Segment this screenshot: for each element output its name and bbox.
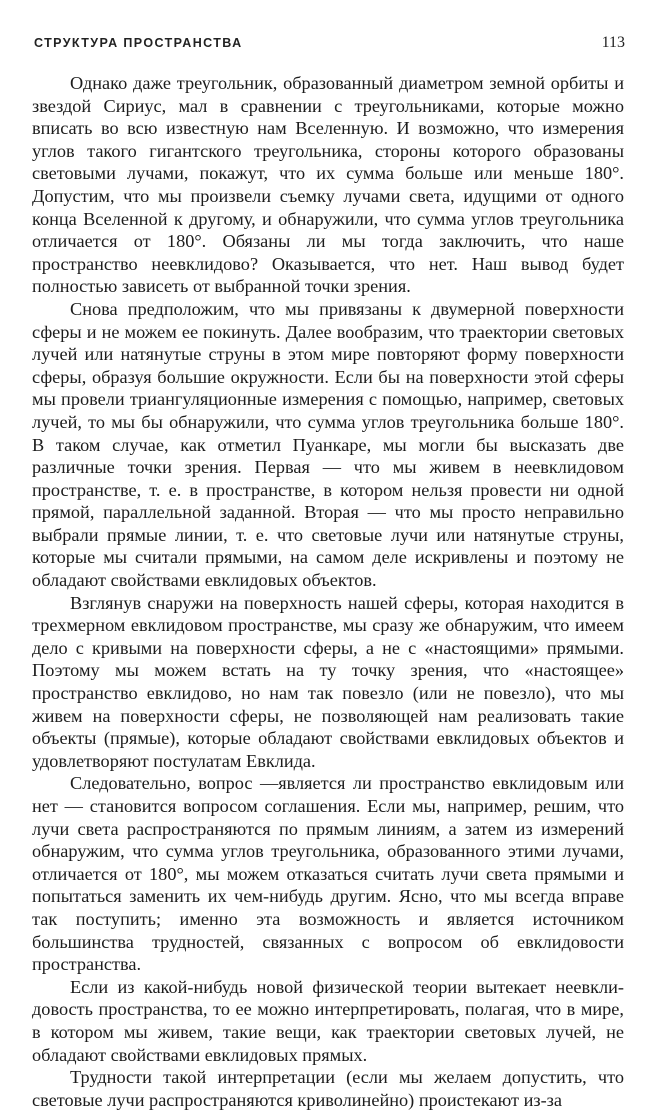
paragraph: Если из какой-нибудь новой физической теории вытекает неевклидовость пространства, то ее можно интерпретировать, полагая, что в мире, в котором мы живем, такие вещи, как траектории световых лучей, не обладают свойствами евклидовых прямых. <box>32 976 624 1065</box>
page-number: 113 <box>601 34 625 51</box>
paragraph: Взглянув снаружи на поверхность нашей сферы, которая находится в трехмерном евклидовом пространстве, мы сразу же обнаружим, что имеем дело с кривыми на поверхности сферы, а не с «настоящими» прямыми. Поэтому мы можем встать на ту точку зрения, что «настоящее» пространство евклидово, но нам так повезло (или не повезло), что мы живем на поверхности сферы, не позволяющей нам реализовать такие объекты (прямые), которые обладают свойствами евклидовых объектов и удовлетворяют постулатам Евклида. <box>32 592 624 771</box>
paragraph: Следовательно, вопрос —является ли пространство евклидовым или нет — становится вопросом соглашения. Если мы, например, решим, что лучи света распространяются по прямым линиям, а затем из измерений обнаружим, что сумма углов треугольника, образованного этими лучами, отличается от 180°, мы можем отказаться считать лучи света прямыми и попытаться заменить их чем-нибудь другим. Ясно, что мы всегда вправе так поступить; именно эта возможность и является источником большинства трудностей, связанных с вопросом об евклидовости пространства. <box>32 773 624 975</box>
paragraph: Однако даже треугольник, образованный диаметром земной орбиты и звездой Сириус, мал в сравнении с треугольниками, которые можно вписать во всю известную нам Вселенную. И возможно, что измерения углов такого гигантского треугольника, стороны которого образованы световыми лучами, покажут, что их сумма больше или меньше 180°. Допустим, что мы произвели съемку лучами света, идущими от одного конца Вселенной к другому, и обнаружили, что сумма углов треугольника отличается от 180°. Обязаны ли мы тогда заключить, что наше пространство неевклидово? Оказывается, что нет. Наш вывод будет полностью зависеть от выбранной точки зрения. <box>32 73 624 297</box>
paragraph: Трудности такой интерпретации (если мы желаем допустить, что световые лучи распространяются криволинейно) проистекают из-за <box>32 1067 624 1110</box>
paragraph: Снова предположим, что мы привязаны к двумерной поверхности сферы и не можем ее покинуть. Далее вообразим, что траектории световых лучей или натянутые струны в этом мире повторяют форму поверхности сферы, образуя большие окружности. Если бы на поверхности этой сферы мы провели триангуляционные измерения с помощью, например, световых лучей, то мы бы обнаружили, что сумма углов треугольника больше 180°. В таком случае, как отметил Пуанкаре, мы могли бы высказать две различные точки зрения. Первая — что мы живем в неевклидовом пространстве, т. е. в пространстве, в котором нельзя провести ни одной прямой, параллельной заданной. Вторая — что мы просто неправильно выбрали прямые линии, т. е. что световые лучи или натянутые струны, которые мы считали прямыми, на самом деле искривлены и поэтому не обладают свойствами евклидовых объектов. <box>32 298 624 591</box>
running-head <box>34 36 625 58</box>
body-text <box>32 72 624 1111</box>
running-title: СТРУКТУРА ПРОСТРАНСТВА <box>34 36 243 50</box>
